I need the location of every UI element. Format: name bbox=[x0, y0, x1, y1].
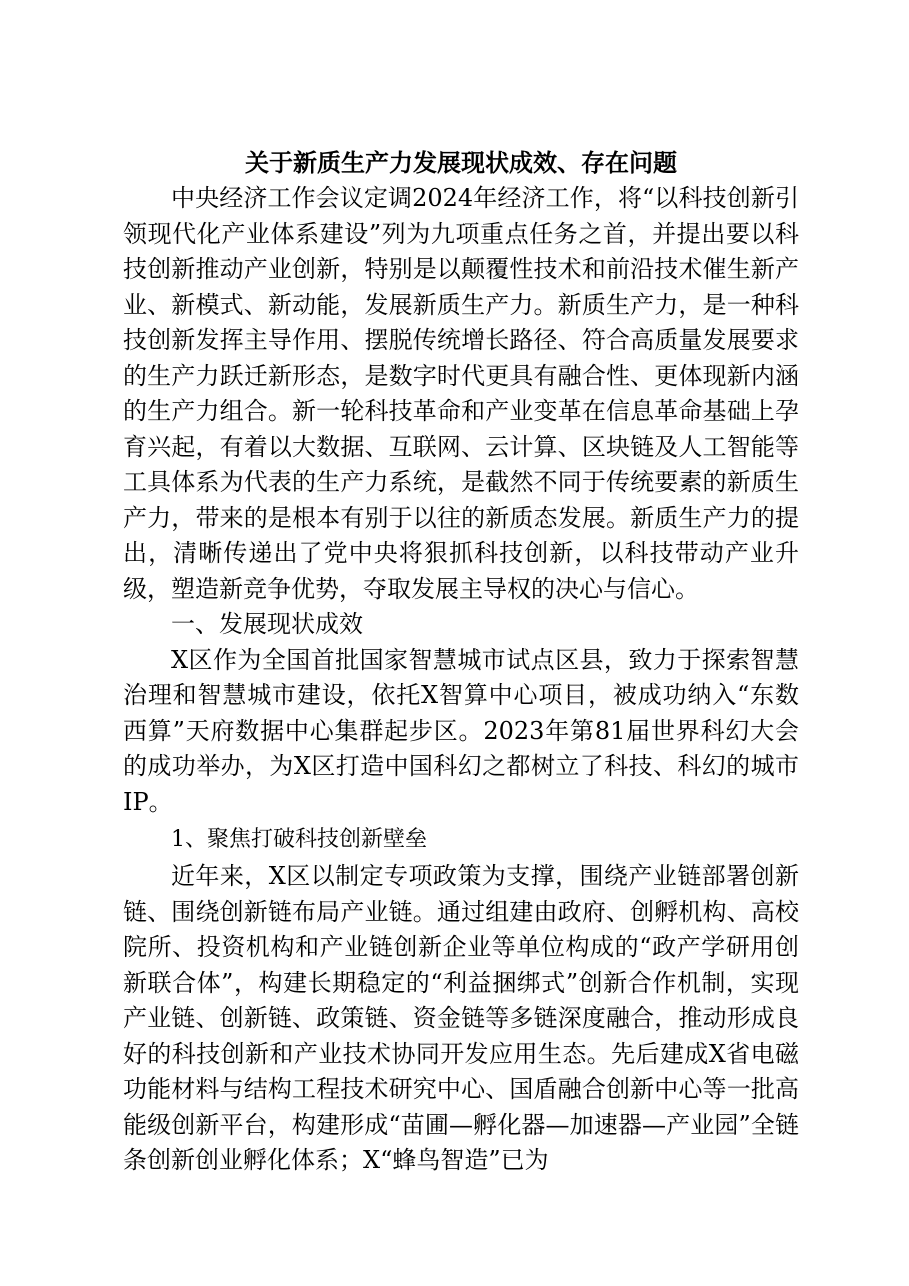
intro-paragraph: 中央经济工作会议定调2024年经济工作，将“以科技创新引领现代化产业体系建设”列为九项重点任务之首，并提出要以科技创新推动产业创新，特别是以颠覆性技术和前沿技术催生新产业、新模式、新动能，发展新质生产力。新质生产力，是一种科技创新发挥主导作用、摆脱传统增长路径、符合高质量发展要求的生产力跃迁新形态，是数字时代更具有融合性、更体现新内涵的生产力组合。新一轮科技革命和产业变革在信息革命基础上孕育兴起，有着以大数据、互联网、云计算、区块链及人工智能等工具体系为代表的生产力系统，是截然不同于传统要素的新质生产力，带来的是根本有别于以往的新质态发展。新质生产力的提出，清晰传递出了党中央将狠抓科技创新，以科技带动产业升级，塑造新竞争优势，夺取发展主导权的决心与信心。 bbox=[123, 184, 799, 603]
subsection-paragraph: 近年来，X区以制定专项政策为支撑，围绕产业链部署创新链、围绕创新链布局产业链。通过组建由政府、创孵机构、高校院所、投资机构和产业链创新企业等单位构成的“政产学研用创新联合体”，构建长期稳定的“利益捆绑式”创新合作机制，实现产业链、创新链、政策链、资金链等多链深度融合，推动形成良好的科技创新和产业技术协同开发应用生态。先后建成X省电磁功能材料与结构工程技术研究中心、国盾融合创新中心等一批高能级创新平台，构建形成“苗圃—孵化器—加速器—产业园”全链条创新创业孵化体系；X“蜂鸟智造”已为 bbox=[123, 862, 799, 1174]
section-heading: 一、发展现状成效 bbox=[171, 610, 363, 638]
section-paragraph: X区作为全国首批国家智慧城市试点区县，致力于探索智慧治理和智慧城市建设，依托X智算中心项目，被成功纳入“东数西算”天府数据中心集群起步区。2023年第81届世界科幻大会的成功举办，为X区打造中国科幻之都树立了科技、科幻的城市IP。 bbox=[123, 645, 799, 816]
subsection-heading: 1、聚焦打破科技创新壁垒 bbox=[171, 827, 427, 852]
document-body bbox=[123, 145, 799, 1179]
document-title: 关于新质生产力发展现状成效、存在问题 bbox=[245, 148, 677, 177]
